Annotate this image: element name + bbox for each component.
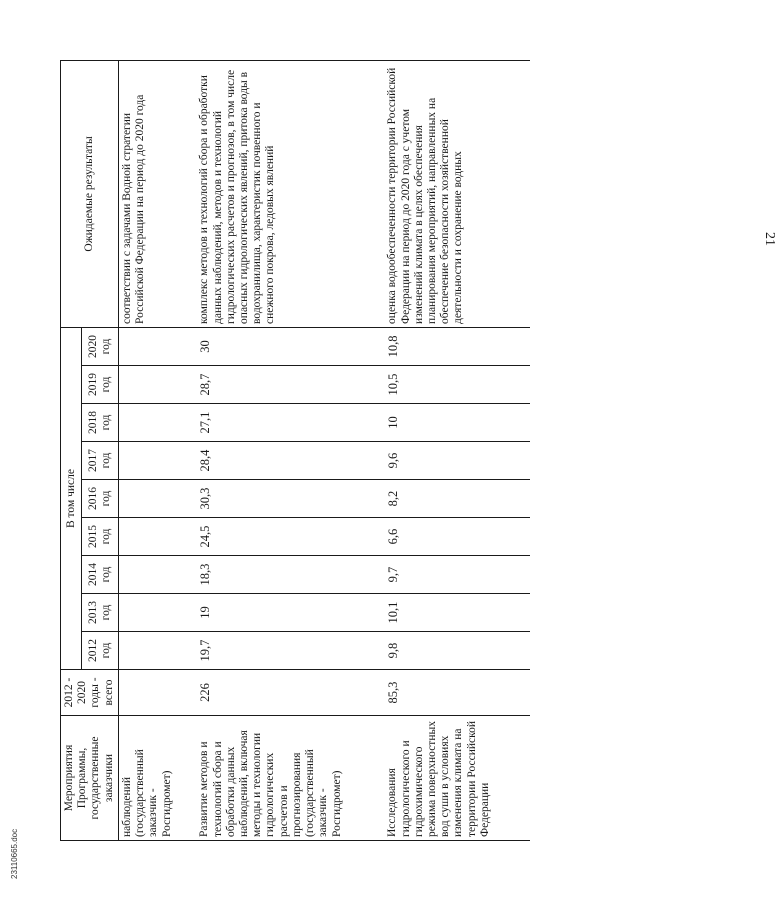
- rotated-page: [50, 61, 550, 841]
- row-value: [118, 518, 196, 556]
- row-value: 18,3: [196, 556, 384, 594]
- header-year: 2013 год: [82, 594, 119, 632]
- row-value: 27,1: [196, 404, 384, 442]
- program-table: [60, 60, 530, 841]
- table-row: [118, 60, 196, 840]
- row-value: 28,4: [196, 442, 384, 480]
- row-value: 24,5: [196, 518, 384, 556]
- table-row: [196, 60, 384, 840]
- row-activity: наблюдений (государственный заказчик - Росгидромет): [118, 716, 196, 841]
- row-value: [118, 404, 196, 442]
- row-activity: Развитие методов и технологий сбора и обработки данных наблюдений, включая методы и технологии гидрологических расчетов и прогнозирования (государственный заказчик - Росгидромет): [196, 716, 384, 841]
- row-value: [118, 442, 196, 480]
- row-value: 30,3: [196, 480, 384, 518]
- header-year: 2014 год: [82, 556, 119, 594]
- row-value: 8,2: [384, 480, 530, 518]
- row-results: оценка водообеспеченности территории Российской Федерации на период до 2020 года с учетом изменений климата в целях обеспечения планирования мероприятий, направленных на обеспечение безопасности хозяйственной деятельности и сохранение водных: [384, 60, 530, 327]
- header-year: 2019 год: [82, 366, 119, 404]
- row-value: 30: [196, 327, 384, 365]
- header-activity: Мероприятия Программы, государственные заказчики: [61, 716, 119, 841]
- row-value: 9,7: [384, 556, 530, 594]
- row-value: 10,1: [384, 594, 530, 632]
- row-value: 9,8: [384, 632, 530, 670]
- row-value: [118, 366, 196, 404]
- row-value: [118, 327, 196, 365]
- row-total: 226: [196, 670, 384, 716]
- row-activity: Исследования гидрологического и гидрохимического режима поверхностных вод суши в условиях изменения климата на территории Российской Федерации: [384, 716, 530, 841]
- header-year: 2016 год: [82, 480, 119, 518]
- row-value: 10,5: [384, 366, 530, 404]
- row-value: [118, 556, 196, 594]
- row-value: 19: [196, 594, 384, 632]
- header-year: 2017 год: [82, 442, 119, 480]
- row-value: 9,6: [384, 442, 530, 480]
- header-year: 2012 год: [82, 632, 119, 670]
- row-total: [118, 670, 196, 716]
- row-value: 10: [384, 404, 530, 442]
- row-value: 10,8: [384, 327, 530, 365]
- header-year: 2020 год: [82, 327, 119, 365]
- row-value: [118, 594, 196, 632]
- row-value: [118, 632, 196, 670]
- header-year: 2018 год: [82, 404, 119, 442]
- row-value: 19,7: [196, 632, 384, 670]
- page-number: 21: [762, 232, 777, 246]
- row-value: 6,6: [384, 518, 530, 556]
- row-total: 85,3: [384, 670, 530, 716]
- header-results: Ожидаемые результаты: [61, 60, 119, 327]
- table-row: [384, 60, 530, 840]
- row-results: соответствии с задачами Водной стратегии Российской Федерации на период до 2020 года: [118, 60, 196, 327]
- document-footer: 23110665.doc: [10, 828, 19, 879]
- row-value: [118, 480, 196, 518]
- row-value: 28,7: [196, 366, 384, 404]
- row-results: комплекс методов и технологий сбора и обработки данных наблюдений, методов и технологий гидрологических расчетов и прогнозов, в том числе опасных гидрологических явлений, притока воды в водохранилища, характеристик почвенного и снежного покрова, ледовых явлений: [196, 60, 384, 327]
- header-year: 2015 год: [82, 518, 119, 556]
- header-group: В том числе: [61, 327, 82, 669]
- header-total: 2012 - 2020 годы - всего: [61, 670, 119, 716]
